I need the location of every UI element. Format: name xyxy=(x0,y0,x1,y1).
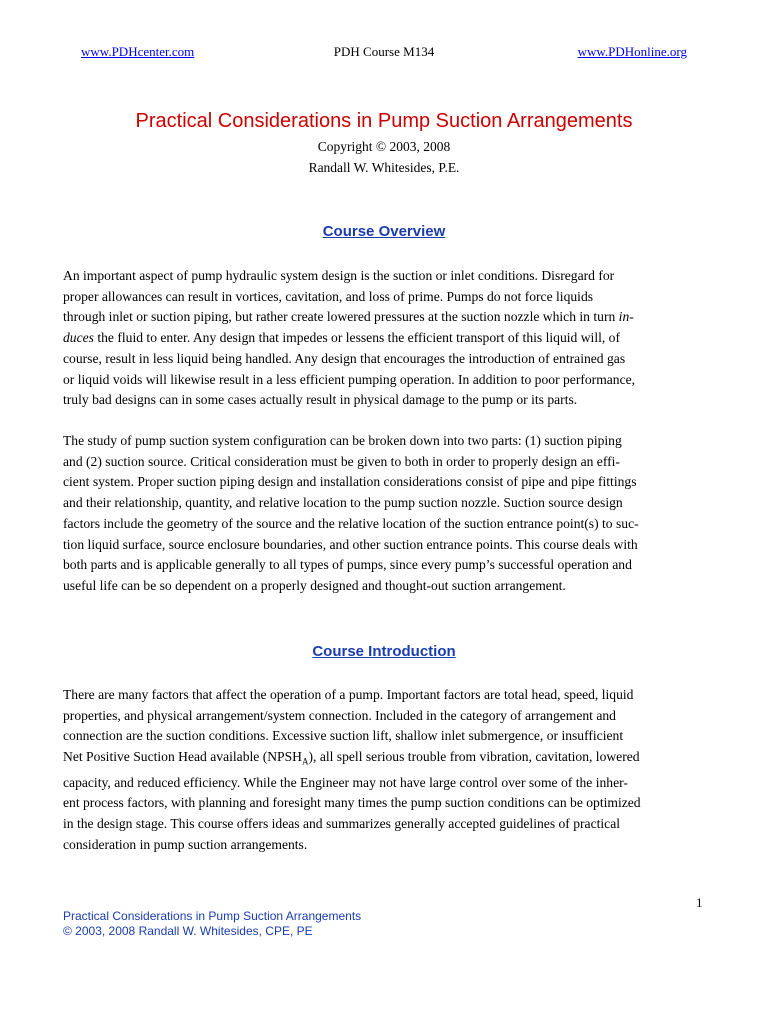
text-line: truly bad designs can in some cases actually result in physical damage to the pump or its parts. xyxy=(63,392,578,408)
npsh-text: Net Positive Suction Head available (NPSH xyxy=(63,749,302,765)
text-line: useful life can be so dependent on a properly designed and thought-out suction arrangement. xyxy=(63,577,566,593)
text-line: consideration in pump suction arrangements. xyxy=(63,836,308,852)
text-line: tion liquid surface, source enclosure boundaries, and other suction entrance points. This course deals with xyxy=(63,536,638,552)
text-line: duces the fluid to enter. Any design that impedes or lessens the efficient transport of this liquid will, of xyxy=(63,330,620,346)
text-line: properties, and physical arrangement/system connection. Included in the category of arrangement and xyxy=(63,707,616,723)
npsh-after: ), all spell serious trouble from vibration, cavitation, lowered xyxy=(308,749,640,765)
author-line: Randall W. Whitesides, P.E. xyxy=(308,160,460,175)
italic-word: in- xyxy=(618,309,634,325)
copyright-line: Copyright © 2003, 2008 xyxy=(317,139,451,154)
text-line: through inlet or suction piping, but rather create lowered pressures at the suction nozzle which in turn in- xyxy=(63,309,634,325)
course-overview-heading: Course Overview xyxy=(322,223,446,240)
text-line xyxy=(63,747,705,772)
text-line: or liquid voids will likewise result in a less efficient pumping operation. In addition to poor performance, xyxy=(63,371,636,387)
text-line: An important aspect of pump hydraulic system design is the suction or inlet conditions. Disregard for xyxy=(63,268,615,283)
italic-word: duces xyxy=(63,330,94,346)
text-line: both parts and is applicable generally to all types of pumps, since every pump’s successful operation and xyxy=(63,557,632,573)
npsh-subscript: A xyxy=(302,756,309,767)
text-line: in the design stage. This course offers ideas and summarizes generally accepted guidelines of practical xyxy=(63,815,621,831)
document-title: Practical Considerations in Pump Suction Arrangements xyxy=(135,110,633,132)
text-line: and their relationship, quantity, and relative location to the pump suction nozzle. Suction source design xyxy=(63,495,623,511)
overview-paragraph-2 xyxy=(63,431,705,597)
introduction-paragraph xyxy=(63,685,705,855)
pdhcenter-link[interactable]: www.PDHcenter.com xyxy=(81,44,195,59)
text-line: capacity, and reduced efficiency. While the Engineer may not have large control over some of the inher- xyxy=(63,774,628,790)
overview-paragraph-1 xyxy=(63,266,705,411)
text-line: proper allowances can result in vortices, cavitation, and loss of prime. Pumps do not force liquids xyxy=(63,288,594,304)
footer-title: Practical Considerations in Pump Suction Arrangements xyxy=(63,909,362,923)
text-line: factors include the geometry of the source and the relative location of the suction entrance point(s) to suc- xyxy=(63,515,639,531)
pdhonline-link[interactable]: www.PDHonline.org xyxy=(577,44,687,59)
footer-copyright: © 2003, 2008 Randall W. Whitesides, CPE, PE xyxy=(63,924,313,938)
course-introduction-heading: Course Introduction xyxy=(312,643,456,660)
page-number: 1 xyxy=(696,895,703,910)
text-line: There are many factors that affect the operation of a pump. Important factors are total head, speed, liquid xyxy=(63,687,634,702)
text-line: connection are the suction conditions. Excessive suction lift, shallow inlet submergence, or insufficient xyxy=(63,728,624,744)
text-line: The study of pump suction system configuration can be broken down into two parts: (1) suction piping xyxy=(63,433,622,448)
course-number: PDH Course M134 xyxy=(333,44,435,59)
text-line: course, result in less liquid being handled. Any design that encourages the introduction of entrained gas xyxy=(63,350,626,366)
text-line: ent process factors, with planning and foresight many times the pump suction conditions can be optimized xyxy=(63,795,641,811)
text-line: cient system. Proper suction piping design and installation considerations consist of pipe and pipe fittings xyxy=(63,474,637,490)
text-line: and (2) suction source. Critical consideration must be given to both in order to properly design an effi- xyxy=(63,453,620,469)
page-header xyxy=(81,44,687,64)
